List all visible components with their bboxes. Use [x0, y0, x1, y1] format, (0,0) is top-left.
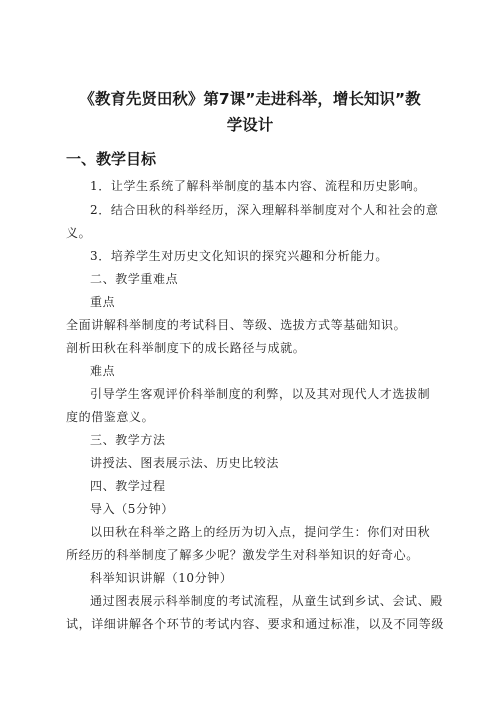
difficulty-label: 难点: [90, 364, 116, 378]
key-label: 重点: [90, 295, 116, 309]
difficulty-line-1: 引导学生客观评价科举制度的利弊，以及其对现代人才选拔制: [90, 387, 431, 401]
key-point-1: 全面讲解科举制度的考试科目、等级、选拔方式等基础知识。: [66, 318, 407, 332]
title-line-2: 学设计: [226, 116, 274, 134]
difficulty-line-2: 度的借鉴意义。: [66, 410, 155, 424]
goal-2-line-1: 2．结合田秋的科举经历，深入理解科举制度对个人和社会的意: [90, 203, 439, 217]
goal-2-line-2: 义。: [66, 226, 92, 240]
goal-1: 1．让学生系统了解科举制度的基本内容、流程和历史影响。: [90, 179, 426, 193]
document-title: [60, 86, 440, 138]
methods-text: 讲授法、图表展示法、历史比较法: [90, 456, 280, 470]
section-heading-methods: 三、教学方法: [90, 433, 166, 447]
lecture-label: 科举知识讲解（10分钟）: [90, 571, 233, 585]
lecture-line-1: 通过图表展示科举制度的考试流程，从童生试到乡试、会试、殿: [90, 594, 443, 608]
section-heading-key-points: 二、教学重难点: [90, 272, 179, 286]
title-line-1: 《教育先贤田秋》第7课”走进科举，增长知识”教: [79, 90, 421, 108]
key-point-2: 剖析田秋在科举制度下的成长路径与成就。: [66, 341, 306, 355]
intro-line-2: 所经历的科举制度了解多少呢？激发学生对科举知识的好奇心。: [66, 548, 419, 562]
lecture-line-2: 试，详细讲解各个环节的考试内容、要求和通过标准，以及不同等级: [66, 617, 445, 631]
intro-label: 导入（5分钟）: [90, 502, 174, 516]
goal-3: 3．培养学生对历史文化知识的探究兴趣和分析能力。: [90, 249, 389, 263]
section-heading-process: 四、教学过程: [90, 479, 166, 493]
section-heading-objectives: 一、教学目标: [66, 150, 157, 168]
intro-line-1: 以田秋在科举之路上的经历为切入点，提问学生：你们对田秋: [90, 525, 431, 539]
